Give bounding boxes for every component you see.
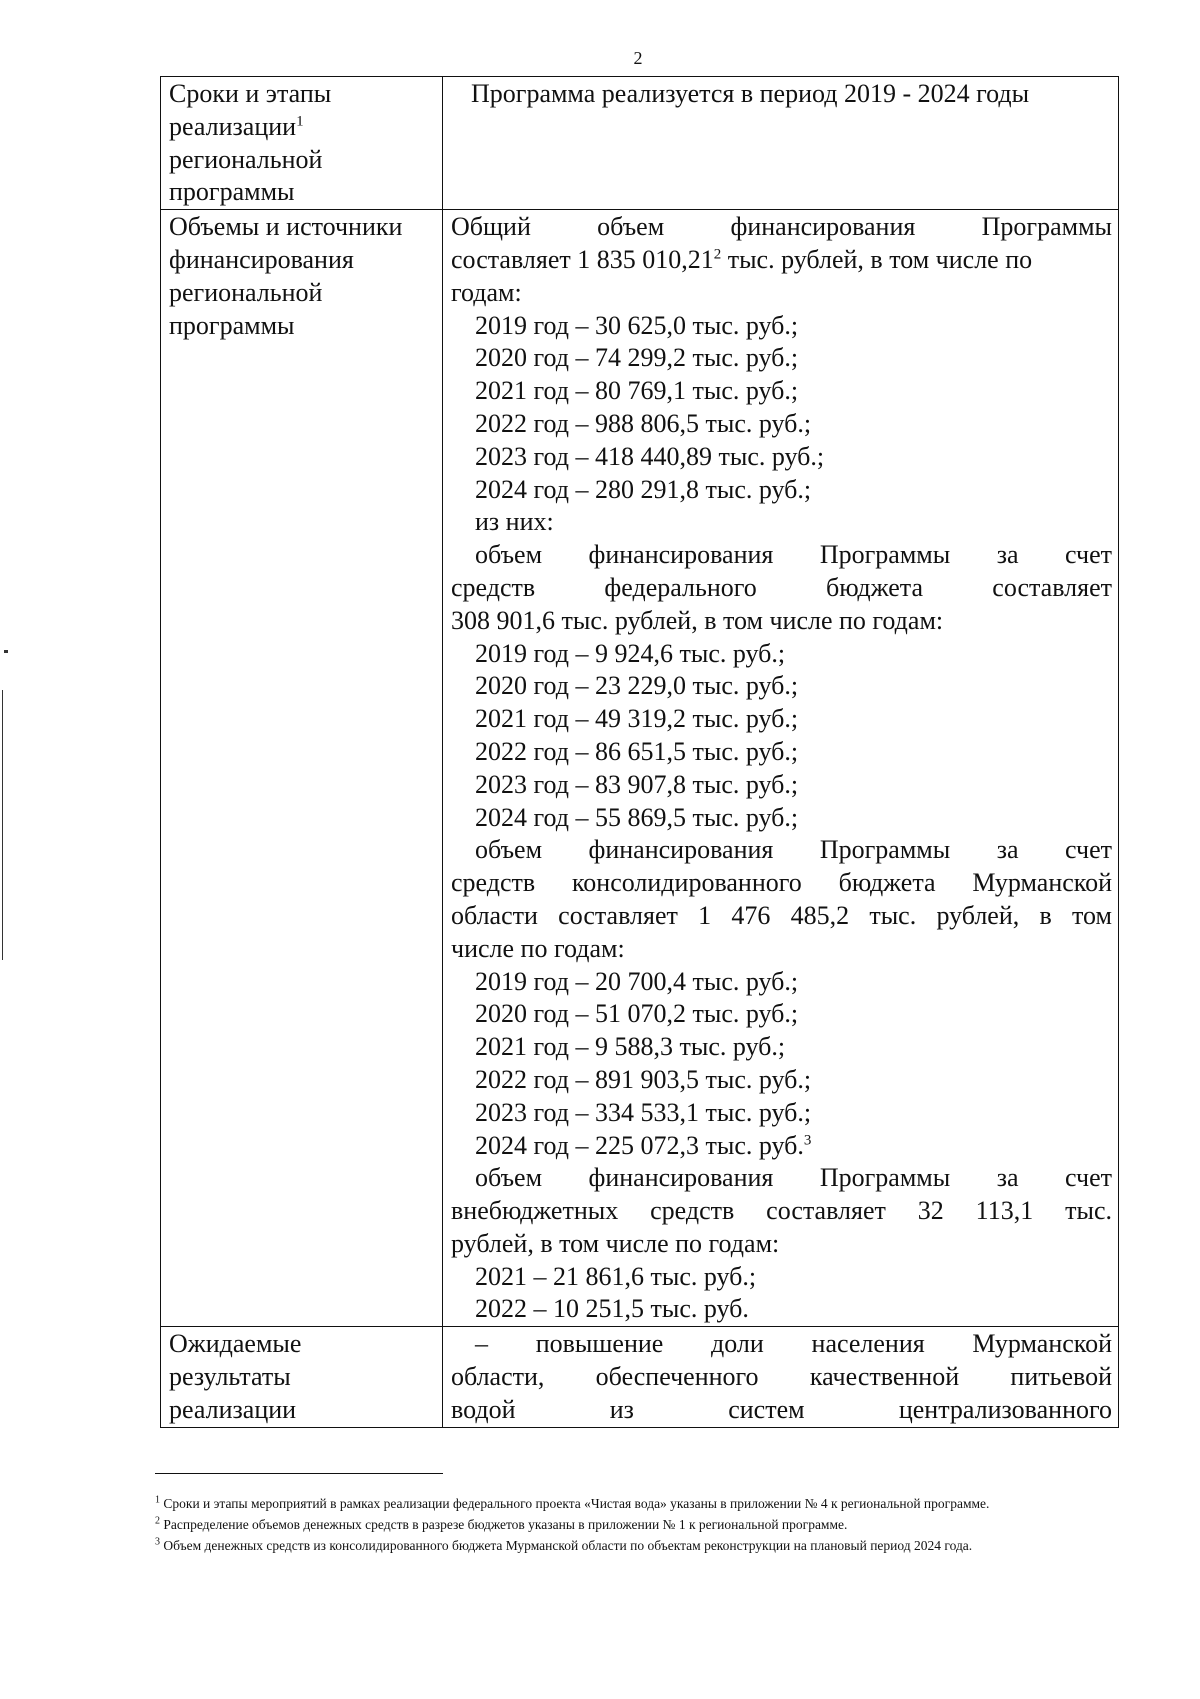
extrabudget-funding-line: объем финансирования Программы за счет <box>475 1163 1112 1193</box>
row-value-funding <box>443 210 1119 1327</box>
regional-funding-line: средств консолидированного бюджета Мурманской <box>451 868 1112 898</box>
table-row-funding <box>161 210 1119 1327</box>
row-label-line: финансирования <box>169 244 354 274</box>
year-amount: 2023 год – 418 440,89 тыс. руб.; <box>475 441 825 471</box>
row-value-timeline <box>443 77 1119 210</box>
federal-funding-line: средств федерального бюджета составляет <box>451 572 1112 602</box>
year-amount: 2021 год – 80 769,1 тыс. руб.; <box>475 376 799 406</box>
year-amount: 2022 год – 86 651,5 тыс. руб.; <box>475 736 799 766</box>
row-label-line: реализации$^1$ <box>169 111 304 141</box>
row-label-line: программы <box>169 310 295 340</box>
footnote: $^2$ Распределение объемов денежных средств в разрезе бюджетов указаны в приложении № 1 к региональной программе. <box>155 1515 848 1532</box>
footnotes <box>155 1494 1125 1557</box>
year-amount: 2024 год – 225 072,3 тыс. руб.$^3$ <box>475 1130 812 1160</box>
footnote: $^3$ Объем денежных средств из консолидированного бюджета Мурманской области по объектам реконструкции на плановый период 2024 года. <box>155 1536 973 1553</box>
total-funding-line: составляет 1 835 010,21$^2$ тыс. рублей, в том числе по <box>451 244 1033 274</box>
footnote-separator <box>155 1473 443 1474</box>
year-amount: 2024 год – 280 291,8 тыс. руб.; <box>475 474 812 504</box>
scan-edge-mark <box>4 650 8 653</box>
result-line: – повышение доли населения Мурманской <box>475 1329 1112 1359</box>
year-amount: 2019 год – 30 625,0 тыс. руб.; <box>475 310 799 340</box>
row-label-line: региональной <box>169 277 323 307</box>
row-label-line: Объемы и источники <box>169 212 403 242</box>
year-amount: 2019 год – 20 700,4 тыс. руб.; <box>475 966 799 996</box>
result-line: водой из систем централизованного <box>451 1394 1112 1424</box>
year-amount: 2022 – 10 251,5 тыс. руб. <box>475 1294 749 1324</box>
row-label-line: результаты <box>169 1362 291 1392</box>
scan-edge-mark <box>2 690 3 960</box>
year-amount: 2024 год – 55 869,5 тыс. руб.; <box>475 802 799 832</box>
page-number: 2 <box>633 48 643 68</box>
total-funding-line: Общий объем финансирования Программы <box>451 212 1112 242</box>
footnote-ref: 1 <box>296 113 304 130</box>
table-row-results <box>161 1327 1119 1427</box>
footnote-ref: 3 <box>803 1131 812 1148</box>
row-label-line: Ожидаемые <box>169 1329 302 1359</box>
row-label-line: Сроки и этапы <box>169 79 332 108</box>
program-passport-table <box>160 76 1119 1428</box>
extrabudget-funding-line: внебюджетных средств составляет 32 113,1 тыс. <box>451 1196 1112 1226</box>
year-amount: 2020 год – 51 070,2 тыс. руб.; <box>475 999 799 1029</box>
regional-funding-line: объем финансирования Программы за счет <box>475 835 1112 865</box>
row-label-timeline <box>161 77 443 210</box>
row-label-line: программы <box>169 177 295 207</box>
program-period-text: Программа реализуется в период 2019 - 2024 годы <box>471 79 1030 108</box>
year-amount: 2022 год – 891 903,5 тыс. руб.; <box>475 1064 812 1094</box>
result-line: области, обеспеченного качественной питьевой <box>451 1362 1112 1392</box>
table-row-timeline <box>161 77 1119 210</box>
extrabudget-funding-line: рублей, в том числе по годам: <box>451 1228 780 1258</box>
of-them-label: из них: <box>475 507 554 537</box>
year-amount: 2021 год – 49 319,2 тыс. руб.; <box>475 704 799 734</box>
year-amount: 2022 год – 988 806,5 тыс. руб.; <box>475 408 812 438</box>
row-label-funding <box>161 210 443 1327</box>
row-value-results <box>443 1327 1119 1427</box>
federal-funding-line: объем финансирования Программы за счет <box>475 540 1112 570</box>
year-amount: 2019 год – 9 924,6 тыс. руб.; <box>475 638 786 668</box>
federal-funding-line: 308 901,6 тыс. рублей, в том числе по годам: <box>451 605 944 635</box>
year-amount: 2023 год – 334 533,1 тыс. руб.; <box>475 1097 812 1127</box>
row-label-line: региональной <box>169 144 323 174</box>
footnote: $^1$ Сроки и этапы мероприятий в рамках реализации федерального проекта «Чистая вода» указаны в приложении № 4 к региональной программе. <box>155 1494 990 1511</box>
total-funding-line: годам: <box>451 277 522 307</box>
regional-funding-line: области составляет 1 476 485,2 тыс. рублей, в том <box>451 900 1112 930</box>
year-amount: 2020 год – 23 229,0 тыс. руб.; <box>475 671 799 701</box>
year-amount: 2020 год – 74 299,2 тыс. руб.; <box>475 343 799 373</box>
regional-funding-line: числе по годам: <box>451 933 625 963</box>
year-amount: 2021 год – 9 588,3 тыс. руб.; <box>475 1032 786 1062</box>
row-label-line: реализации <box>169 1394 297 1424</box>
year-amount: 2023 год – 83 907,8 тыс. руб.; <box>475 769 799 799</box>
row-label-results <box>161 1327 443 1427</box>
footnote-ref: 2 <box>713 246 722 263</box>
year-amount: 2021 – 21 861,6 тыс. руб.; <box>475 1261 757 1291</box>
